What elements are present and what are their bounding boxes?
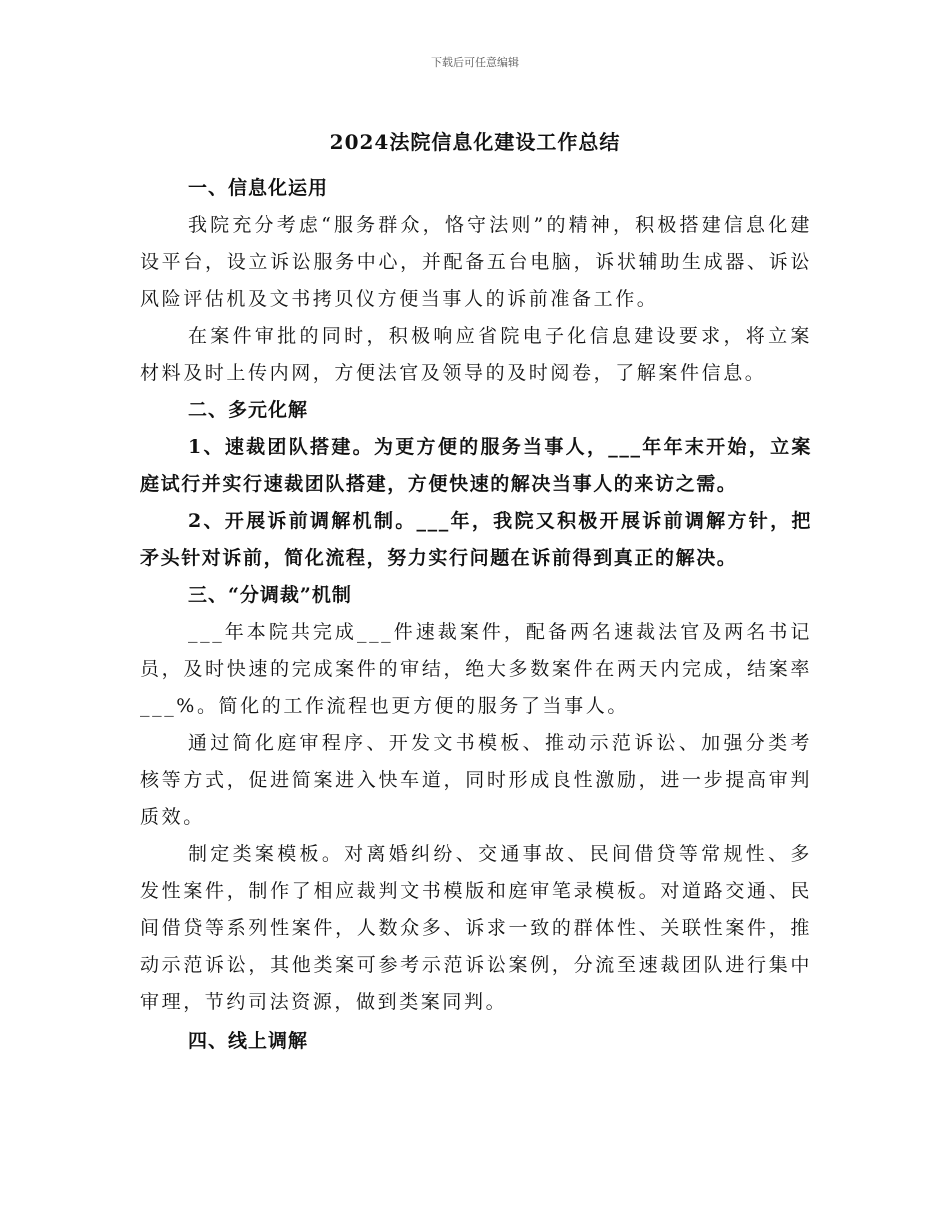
paragraph-bold: 1、速裁团队搭建。为更方便的服务当事人，___年年末开始，立案庭试行并实行速裁团队搭建，方便快速的解决当事人的来访之需。: [140, 436, 812, 495]
paragraph: 制定类案模板。对离婚纠纷、交通事故、民间借贷等常规性、多发性案件，制作了相应裁判文书模版和庭审笔录模板。对道路交通、民间借贷等系列性案件，人数众多、诉求一致的群体性、关联性案件，推动示范诉讼，其他类案可参考示范诉讼案例，分流至速裁团队进行集中审理，节约司法资源，做到类案同判。: [140, 843, 812, 1013]
paragraph: 我院充分考虑“服务群众，恪守法则”的精神，积极搭建信息化建设平台，设立诉讼服务中心，并配备五台电脑，诉状辅助生成器、诉讼风险评估机及文书拷贝仪方便当事人的诉前准备工作。: [140, 214, 812, 310]
section-heading: 三、“分调裁”机制: [188, 584, 352, 606]
paragraph: ___年本院共完成___件速裁案件，配备两名速裁法官及两名书记员，及时快速的完成案件的审结，绝大多数案件在两天内完成，结案率___%。简化的工作流程也更方便的服务了当事人。: [140, 621, 812, 717]
page-header-note: 下载后可任意编辑: [431, 56, 519, 69]
section-heading: 一、信息化运用: [188, 177, 329, 199]
paragraph: 通过简化庭审程序、开发文书模板、推动示范诉讼、加强分类考核等方式，促进简案进入快车道，同时形成良性激励，进一步提高审判质效。: [140, 732, 812, 828]
section-heading: 四、线上调解: [188, 1030, 309, 1052]
paragraph: 在案件审批的同时，积极响应省院电子化信息建设要求，将立案材料及时上传内网，方便法官及领导的及时阅卷，了解案件信息。: [140, 325, 812, 384]
document-title: 2024法院信息化建设工作总结: [329, 130, 621, 154]
paragraph-bold: 2、开展诉前调解机制。___年，我院又积极开展诉前调解方针，把矛头针对诉前，简化流程，努力实行问题在诉前得到真正的解决。: [140, 510, 812, 569]
document-body: [140, 170, 812, 1060]
section-heading: 二、多元化解: [188, 399, 309, 421]
